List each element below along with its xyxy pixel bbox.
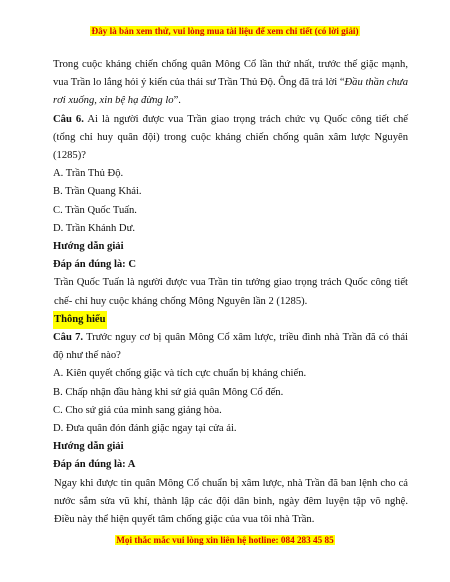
- question-7-option-a: A. Kiên quyết chống giặc và tích cực chuẩn bị kháng chiến.: [53, 368, 307, 380]
- question-6-option-b: B. Trần Quang Khải.: [53, 186, 142, 198]
- question-6-option-d: D. Trần Khánh Dư.: [53, 222, 135, 234]
- hotline-footer: [0, 535, 450, 545]
- question-6-label: Câu 6.: [53, 113, 84, 125]
- question-6-answer: Đáp án đúng là: C: [53, 259, 137, 271]
- question-7-answer: Đáp án đúng là: A: [53, 459, 136, 471]
- hotline-footer-text: Mọi thắc mắc vui lòng xin liên hệ hotline: 084 283 45 85: [116, 535, 334, 545]
- preview-banner-text: Đây là bản xem thử, vui lòng mua tài liệu để xem chi tiết (có lời giải): [91, 26, 359, 36]
- question-6-guide-heading: Hướng dẫn giải: [53, 241, 124, 253]
- question-7-guide-heading: Hướng dẫn giải: [53, 441, 124, 453]
- question-7-option-c: C. Cho sứ giả của mình sang giảng hòa.: [53, 404, 222, 416]
- question-7-explanation: Ngay khi được tin quân Mông Cổ chuẩn bị xâm lược, nhà Trần đã ban lệnh cho cả nước sắm sửa vũ khí, thành lập các đội dân binh, ngày đêm luyện tập võ nghệ. Điều này thể hiện quyết tâm chống giặc của vua tôi nhà Trần.: [54, 477, 408, 526]
- question-7-text: Trước nguy cơ bị quân Mông Cổ xâm lược, triều đình nhà Trần đã có thái độ như thế nào?: [53, 332, 408, 362]
- question-6-text: Ai là người được vua Trần giao trọng trách chức vụ Quốc công tiết chế (tổng chỉ huy quân đội) trong cuộc kháng chiến chống quân xâm lược Nguyên (1285)?: [53, 113, 408, 162]
- question-6-option-a: A. Trần Thủ Độ.: [53, 168, 124, 180]
- question-7-label: Câu 7.: [53, 332, 84, 344]
- intro-paragraph: [53, 56, 408, 111]
- level-badge: Thông hiểu: [53, 311, 107, 329]
- intro-text: Trong cuộc kháng chiến chống quân Mông Cổ lần thứ nhất, trước thế giặc mạnh, vua Trần lo lắng hỏi ý kiến của thái sư Trần Thủ Độ. Ông đã trả lời “: [53, 59, 408, 89]
- question-6: [53, 111, 408, 166]
- question-7-option-d: D. Đưa quân đón đánh giặc ngay tại cửa ải.: [53, 423, 237, 435]
- question-7-option-b: B. Chấp nhận đầu hàng khi sứ giả quân Mông Cổ đến.: [53, 386, 284, 398]
- preview-banner: [0, 26, 450, 36]
- level-heading: [53, 311, 408, 329]
- question-7: [53, 329, 408, 365]
- document-body: [53, 56, 408, 529]
- question-6-explanation: Trần Quốc Tuấn là người được vua Trần tin tưởng giao trọng trách Quốc công tiết chế- chỉ huy cuộc kháng chống Mông Nguyên lần 2 (1285).: [54, 277, 408, 307]
- intro-quote: Đầu thần chưa rơi xuống, xin bệ hạ đừng lo: [53, 77, 409, 107]
- intro-text-end: ”.: [173, 95, 181, 107]
- question-6-option-c: C. Trần Quốc Tuấn.: [53, 204, 137, 216]
